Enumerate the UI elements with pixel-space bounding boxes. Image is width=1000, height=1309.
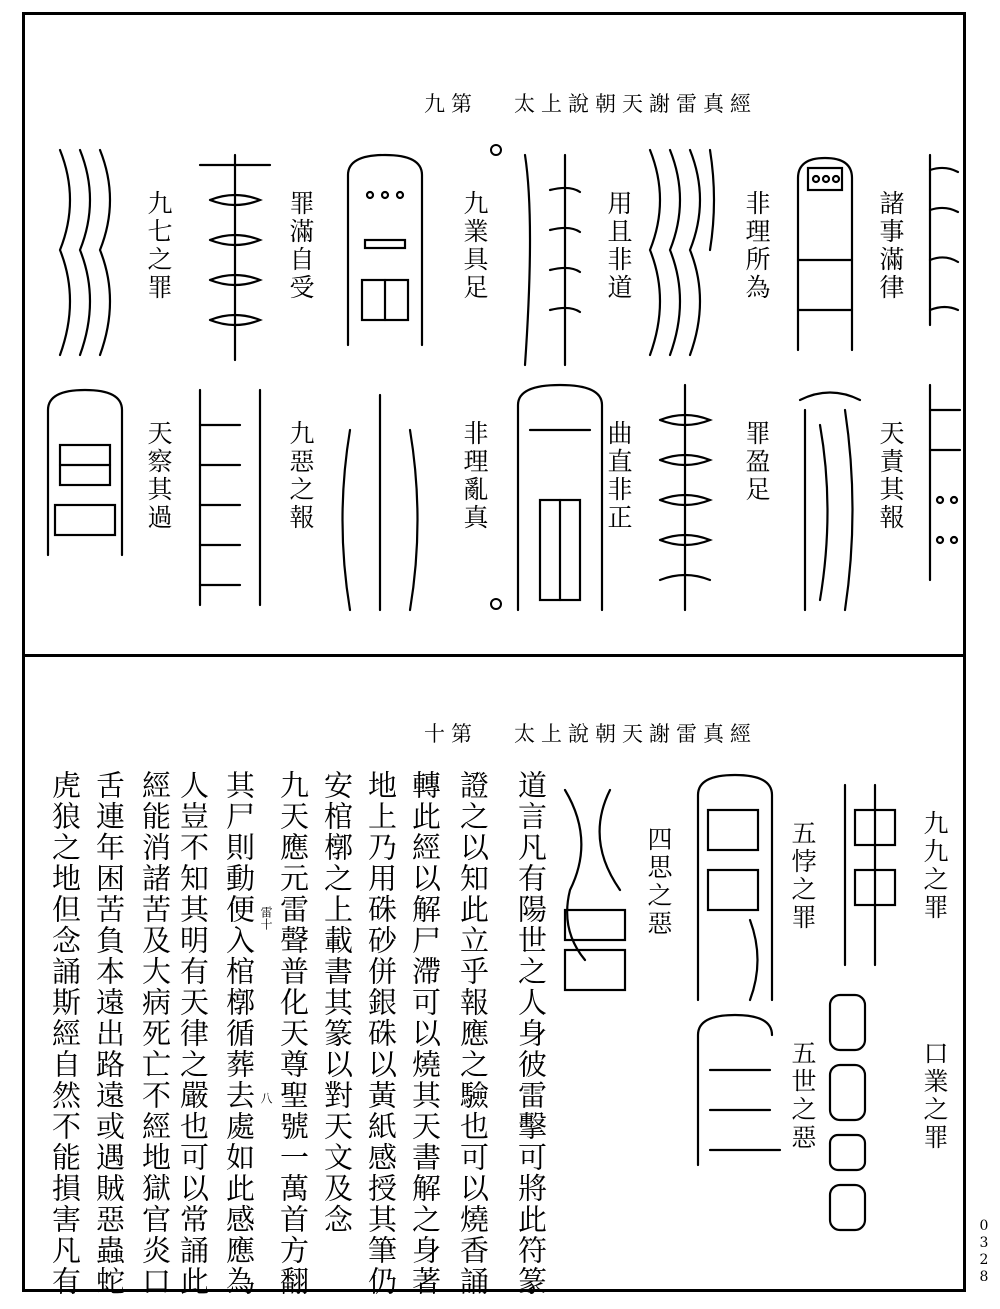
top-header-title: 太上說朝天謝雷真經 bbox=[514, 92, 757, 116]
body-column-6: 九天應元雷聲普化天尊聖號一萬首方翻 bbox=[276, 770, 310, 1297]
body-column-3: 轉此經以解尸滯可以燒其天書解之身著 bbox=[408, 770, 442, 1297]
dot-marker-upper bbox=[490, 144, 502, 156]
talisman-glyph bbox=[830, 780, 910, 970]
bottom-label-1: 九九之罪 bbox=[920, 810, 949, 922]
label-1: 諸事滿律 bbox=[876, 190, 905, 302]
talisman-glyph bbox=[40, 385, 130, 560]
label-6: 九七之罪 bbox=[144, 190, 173, 302]
talisman-glyph bbox=[190, 150, 280, 365]
talisman-glyph bbox=[555, 780, 635, 995]
bottom-label-2: 口業之罪 bbox=[920, 1040, 949, 1152]
body-column-11: 虎狼之地但念誦斯經自然不能損害凡有 bbox=[48, 770, 82, 1297]
talisman-glyph bbox=[340, 150, 430, 350]
talisman-glyph bbox=[790, 150, 860, 355]
bottom-label-4: 五世之惡 bbox=[788, 1040, 817, 1152]
page-number: 0328 bbox=[976, 1218, 992, 1286]
body-column-10: 舌連年困苦負本遠出路遠或遇賊惡蟲蛇 bbox=[92, 770, 126, 1297]
label-10: 非理亂真 bbox=[460, 420, 489, 532]
label-12: 天察其過 bbox=[144, 420, 173, 532]
label-11: 九惡之報 bbox=[286, 420, 315, 532]
margin-mark: 八 bbox=[259, 1092, 273, 1104]
talisman-glyph bbox=[825, 990, 870, 1240]
talisman-glyph bbox=[690, 1010, 790, 1170]
talisman-glyph bbox=[690, 770, 780, 1005]
talisman-glyph bbox=[650, 380, 720, 615]
talisman-glyph bbox=[50, 140, 130, 365]
body-column-9: 經能消諸苦及大病死亡不經地獄官炎口 bbox=[138, 770, 172, 1297]
label-2: 非理所為 bbox=[742, 190, 771, 302]
top-section-number: 第九 bbox=[424, 92, 478, 116]
body-column-8: 人豈不知其明有天律之嚴也可以常誦此 bbox=[176, 770, 210, 1297]
talisman-glyph bbox=[180, 385, 280, 610]
talisman-glyph bbox=[920, 150, 960, 330]
label-3: 用且非道 bbox=[604, 190, 633, 302]
talisman-glyph bbox=[640, 140, 720, 365]
label-7: 天責其報 bbox=[876, 420, 905, 532]
dot-marker-lower bbox=[490, 598, 502, 610]
body-column-7: 其尸則動便入棺槨循葬去處如此感應為 bbox=[222, 770, 256, 1297]
talisman-glyph bbox=[330, 390, 430, 615]
talisman-glyph bbox=[790, 380, 870, 615]
bottom-label-5: 四思之惡 bbox=[644, 826, 673, 938]
bottom-label-3: 五悖之罪 bbox=[788, 820, 817, 932]
talisman-glyph bbox=[510, 380, 610, 615]
label-4: 九業具足 bbox=[460, 190, 489, 302]
body-column-1: 道言凡有陽世之人身彼雷擊可將此符篆 bbox=[514, 770, 548, 1297]
margin-note: 雷十 bbox=[259, 906, 273, 930]
body-column-4: 地上乃用硃砂併銀硃以黃紙感授其筆仍 bbox=[364, 770, 398, 1297]
body-column-2: 證之以知此立乎報應之驗也可以燒香誦 bbox=[456, 770, 490, 1297]
talisman-glyph bbox=[920, 380, 965, 590]
talisman-glyph bbox=[510, 150, 590, 370]
label-9: 曲直非正 bbox=[604, 420, 633, 532]
bottom-section-number: 第十 bbox=[424, 722, 478, 746]
panel-divider bbox=[22, 654, 966, 657]
label-8: 罪盈足 bbox=[742, 420, 771, 504]
bottom-header-title: 太上說朝天謝雷真經 bbox=[514, 722, 757, 746]
body-column-5: 安棺槨之上載書其篆以對天文及念 bbox=[320, 770, 354, 1235]
label-5: 罪滿自受 bbox=[286, 190, 315, 302]
